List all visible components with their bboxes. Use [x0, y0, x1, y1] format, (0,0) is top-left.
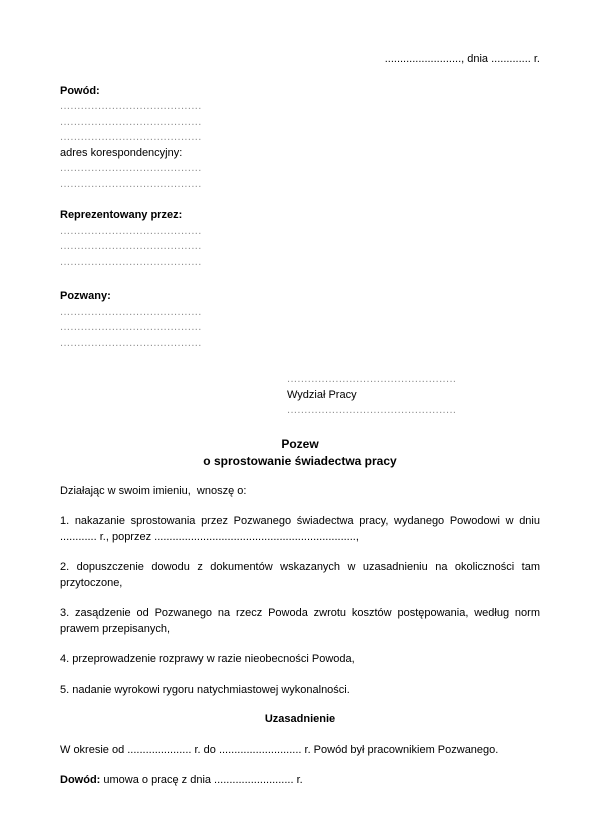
fill-in-line: ......................................... — [60, 100, 202, 112]
evidence-paragraph — [60, 773, 540, 789]
fill-in-line: ................................................. — [287, 373, 457, 385]
fill-in-line: ......................................... — [60, 162, 202, 174]
document-title-line2: o sprostowanie świadectwa pracy — [203, 453, 397, 468]
petition-item-3: 3. zasądzenie od Pozwanego na rzecz Powoda zwrotu kosztów postępowania, według norm prawem przepisanych, — [60, 607, 540, 635]
fill-in-line: ......................................... — [60, 336, 202, 349]
fill-in-line: ......................................... — [60, 177, 202, 190]
correspondence-address-label: adres korespondencyjny: — [60, 146, 183, 159]
evidence-label: Dowód: — [60, 774, 101, 786]
petition-item-2: 2. dopuszczenie dowodu z dokumentów wskazanych w uzasadnieniu na okoliczności tam przytoczone, — [60, 561, 540, 589]
petition-item-5: 5. nadanie wyrokowi rygoru natychmiastowej wykonalności. — [60, 683, 350, 696]
fill-in-line: ......................................... — [60, 224, 202, 237]
document-title-line1: Pozew — [281, 436, 319, 451]
plaintiff-section — [60, 84, 540, 193]
petition-item-4: 4. przeprowadzenie rozprawy w razie nieobecności Powoda, — [60, 653, 355, 665]
plaintiff-label: Powód: — [60, 84, 100, 97]
defendant-section — [60, 289, 540, 351]
fill-in-line: ................................................. — [287, 404, 457, 416]
fill-in-line: ......................................... — [60, 255, 202, 268]
intro-paragraph: Działając w swoim imieniu, wnoszę o: — [60, 484, 247, 497]
fill-in-line: ......................................... — [60, 131, 202, 143]
representative-label: Reprezentowany przez: — [60, 209, 183, 221]
fill-in-line: ......................................... — [60, 115, 202, 128]
fill-in-line: ......................................... — [60, 321, 202, 333]
date-line: ........................., dnia ............. r. — [384, 53, 540, 65]
petition-item-1: 1. nakazanie sprostowania przez Pozwanego świadectwa pracy, wydanego Powodowi w dniu ............ r., poprzez .................................................................., — [60, 515, 540, 543]
fill-in-line: ......................................... — [60, 305, 202, 318]
employment-period-paragraph: W okresie od ..................... r. do ........................... r. Powód był pracownikiem Pozwanego. — [60, 743, 499, 756]
court-section — [287, 372, 540, 419]
court-division-label: Wydział Pracy — [287, 388, 357, 401]
fill-in-line: ......................................... — [60, 240, 202, 252]
document-title — [60, 436, 540, 470]
justification-heading: Uzasadnienie — [264, 713, 336, 725]
defendant-label: Pozwany: — [60, 290, 111, 302]
representative-section — [60, 208, 540, 270]
evidence-text: umowa o pracę z dnia .......................... r. — [100, 774, 303, 786]
